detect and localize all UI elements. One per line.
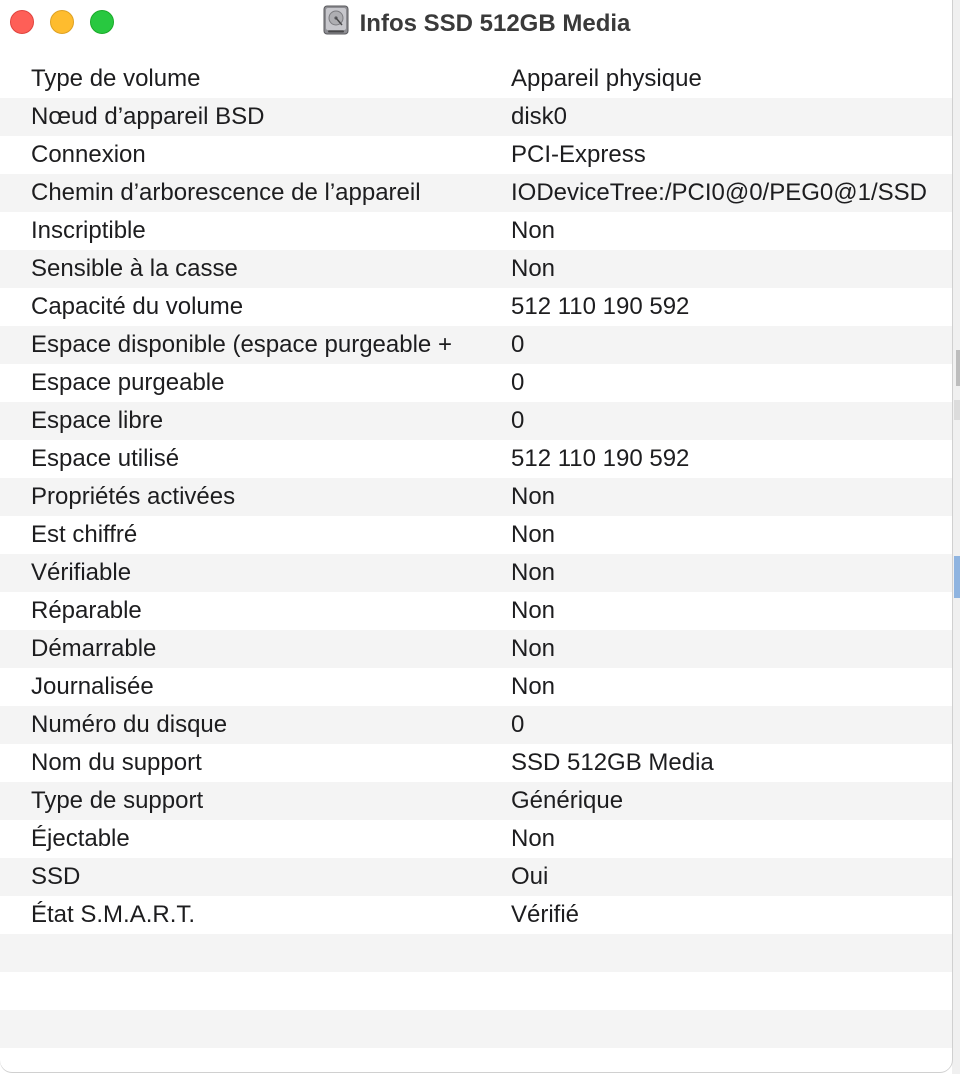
table-row[interactable]	[0, 858, 952, 896]
background-window-detail	[956, 350, 960, 386]
table-row[interactable]	[0, 1010, 952, 1048]
table-row[interactable]	[0, 60, 952, 98]
window-title	[0, 5, 952, 40]
table-row[interactable]	[0, 174, 952, 212]
row-key: Espace purgeable	[31, 369, 225, 396]
table-row[interactable]	[0, 440, 952, 478]
row-key: Nom du support	[31, 749, 202, 776]
table-row[interactable]	[0, 288, 952, 326]
background-window-selection	[954, 556, 960, 598]
row-value: SSD 512GB Media	[511, 749, 714, 776]
row-value: 0	[511, 369, 525, 396]
row-value: Non	[511, 825, 556, 852]
row-value: 512 110 190 592	[511, 445, 690, 472]
table-row[interactable]	[0, 820, 952, 858]
table-row[interactable]	[0, 516, 952, 554]
row-value: Non	[511, 673, 556, 700]
row-key: Connexion	[31, 141, 146, 168]
table-row[interactable]	[0, 136, 952, 174]
row-value: Appareil physique	[511, 65, 702, 92]
row-value: disk0	[511, 103, 568, 130]
table-row[interactable]	[0, 212, 952, 250]
row-key: Espace disponible (espace purgeable +	[31, 331, 452, 358]
row-key: Espace utilisé	[31, 445, 180, 472]
row-key: Nœud d’appareil BSD	[31, 103, 265, 130]
row-value: Vérifié	[511, 901, 580, 928]
table-row[interactable]	[0, 972, 952, 1010]
row-value: 0	[511, 711, 525, 738]
disk-drive-icon	[322, 5, 350, 35]
table-row[interactable]	[0, 326, 952, 364]
row-value: Générique	[511, 787, 624, 814]
row-value: 0	[511, 331, 525, 358]
table-row[interactable]	[0, 896, 952, 934]
row-key: SSD	[31, 863, 81, 890]
row-value: Non	[511, 597, 556, 624]
table-row[interactable]	[0, 250, 952, 288]
table-row[interactable]	[0, 934, 952, 972]
row-key: Espace libre	[31, 407, 164, 434]
row-key: Démarrable	[31, 635, 157, 662]
row-key: Sensible à la casse	[31, 255, 238, 282]
row-value: Non	[511, 521, 556, 548]
row-key: Éjectable	[31, 825, 130, 852]
row-key: Chemin d’arborescence de l’appareil	[31, 179, 421, 206]
row-key: Vérifiable	[31, 559, 132, 586]
row-value: IODeviceTree:/PCI0@0/PEG0@1/SSD	[511, 179, 927, 206]
table-row[interactable]	[0, 402, 952, 440]
row-value: Non	[511, 217, 556, 244]
row-key: État S.M.A.R.T.	[31, 901, 196, 928]
table-row[interactable]	[0, 478, 952, 516]
row-key: Numéro du disque	[31, 711, 228, 738]
row-value: Non	[511, 559, 556, 586]
row-value: 512 110 190 592	[511, 293, 690, 320]
row-key: Type de support	[31, 787, 204, 814]
row-value: Non	[511, 635, 556, 662]
table-row[interactable]	[0, 592, 952, 630]
background-window-detail	[954, 400, 960, 420]
row-key: Inscriptible	[31, 217, 146, 244]
row-key: Propriétés activées	[31, 483, 236, 510]
table-row[interactable]	[0, 668, 952, 706]
table-row[interactable]	[0, 554, 952, 592]
row-key: Type de volume	[31, 65, 201, 92]
table-row[interactable]	[0, 630, 952, 668]
row-key: Journalisée	[31, 673, 154, 700]
row-value: Non	[511, 255, 556, 282]
row-key: Est chiffré	[31, 521, 138, 548]
window-title-text: Infos SSD 512GB Media	[359, 10, 631, 37]
info-table[interactable]	[0, 60, 952, 1072]
table-row[interactable]	[0, 706, 952, 744]
table-row[interactable]	[0, 364, 952, 402]
table-row[interactable]	[0, 1048, 952, 1072]
table-row[interactable]	[0, 782, 952, 820]
background-window-edge	[952, 0, 960, 1074]
row-value: PCI-Express	[511, 141, 646, 168]
row-value: Oui	[511, 863, 549, 890]
row-value: 0	[511, 407, 525, 434]
row-key: Capacité du volume	[31, 293, 244, 320]
row-key: Réparable	[31, 597, 142, 624]
table-row[interactable]	[0, 98, 952, 136]
table-row[interactable]	[0, 744, 952, 782]
title-bar[interactable]	[0, 0, 952, 42]
row-value: Non	[511, 483, 556, 510]
